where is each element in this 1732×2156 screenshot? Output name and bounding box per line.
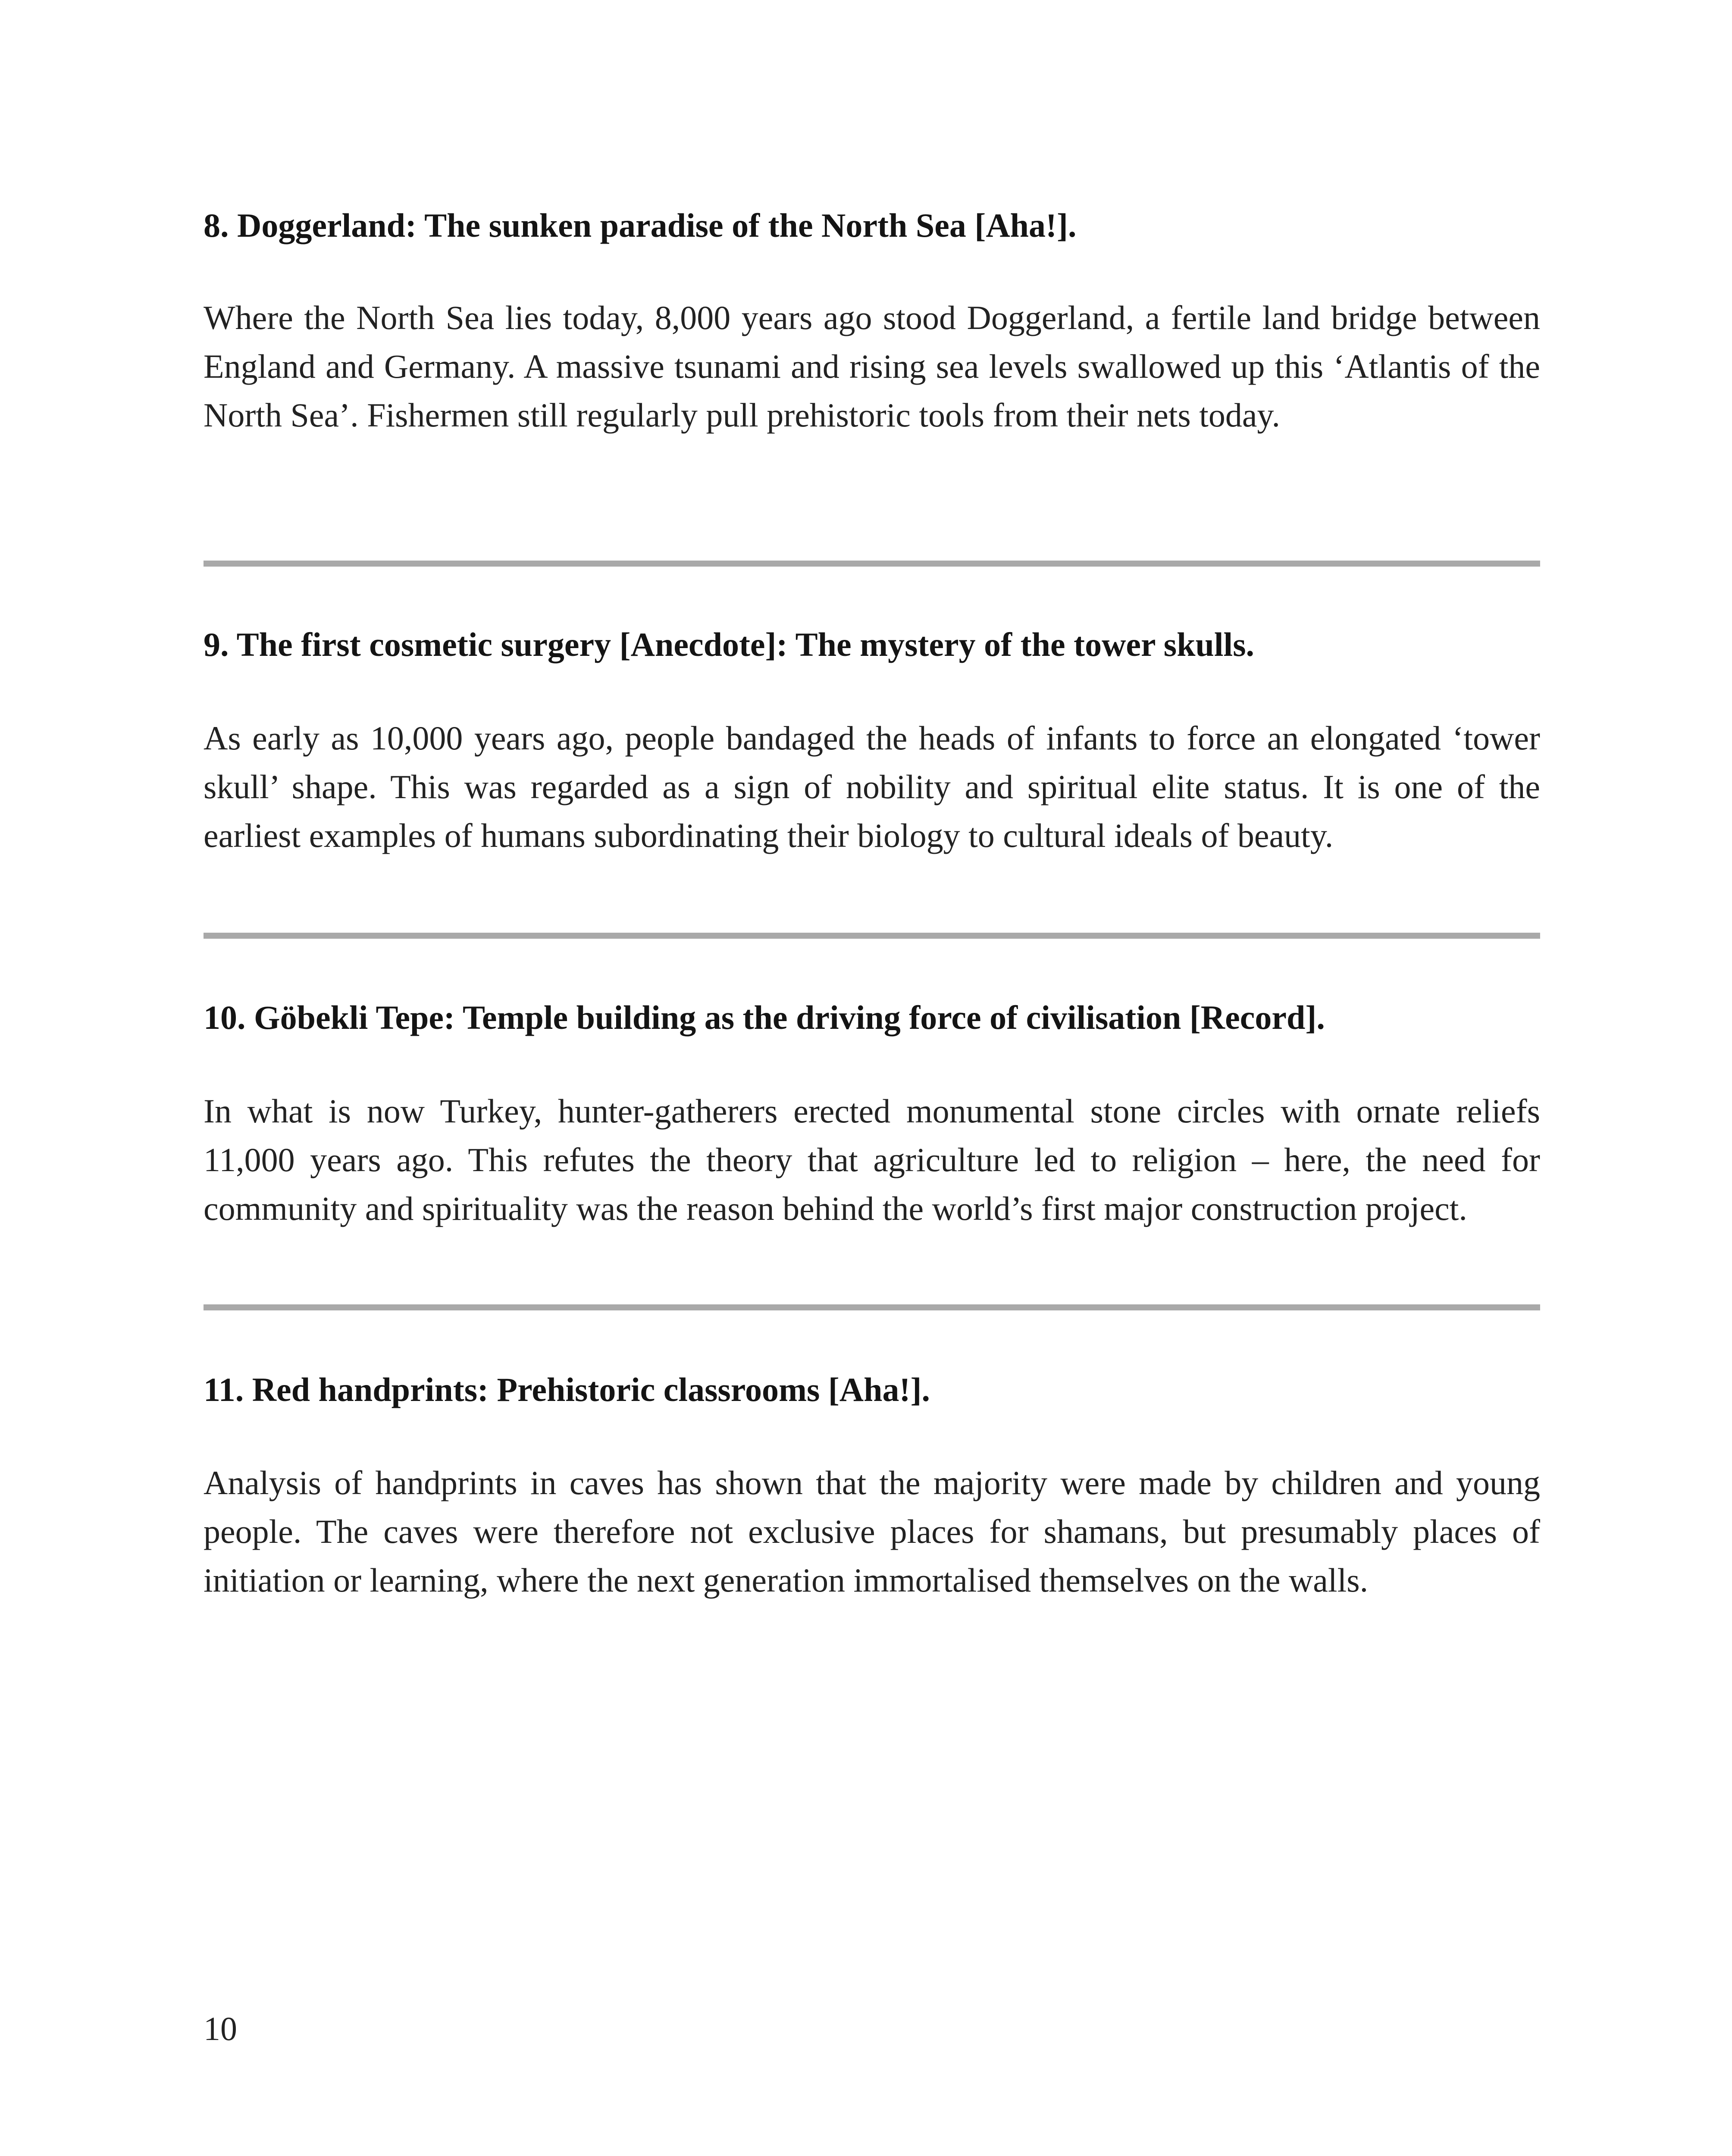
section-9-title: 9. The first cosmetic surgery [Anecdote]: The mystery of the tower skulls. — [204, 626, 1255, 663]
section-10-body: In what is now Turkey, hunter-gatherers erected monumental stone circles with ornate reliefs 11,000 years ago. This refutes the theory that agriculture led to religion – here, the need for community and spirituality was the reason behind the world’s first major construction project. — [204, 1092, 1540, 1227]
section-11-body: Analysis of handprints in caves has shown that the majority were made by children and young people. The caves were therefore not exclusive places for shamans, but presumably places of initiation or learning, where the next generation immortalised themselves on the walls. — [204, 1464, 1540, 1599]
section-9-body: As early as 10,000 years ago, people bandaged the heads of infants to force an elongated ‘tower skull’ shape. This was regarded as a sign of nobility and spiritual elite status. It is one of the earliest examples of humans subordinating their biology to cultural ideals of beauty. — [204, 719, 1540, 854]
section-8-body: Where the North Sea lies today, 8,000 years ago stood Doggerland, a fertile land bridge between England and Germany. A massive tsunami and rising sea levels swallowed up this ‘Atlantis of the North Sea’. Fishermen still regularly pull prehistoric tools from their nets today. — [204, 299, 1540, 434]
section-divider — [204, 561, 1540, 567]
section-divider — [204, 1304, 1540, 1310]
page-number: 10 — [204, 2010, 237, 2047]
section-11-title: 11. Red handprints: Prehistoric classrooms [Aha!]. — [204, 1371, 930, 1408]
section-divider — [204, 933, 1540, 939]
section-10-title: 10. Göbekli Tepe: Temple building as the driving force of civilisation [Record]. — [204, 999, 1325, 1036]
section-8-title: 8. Doggerland: The sunken paradise of the North Sea [Aha!]. — [204, 207, 1077, 244]
